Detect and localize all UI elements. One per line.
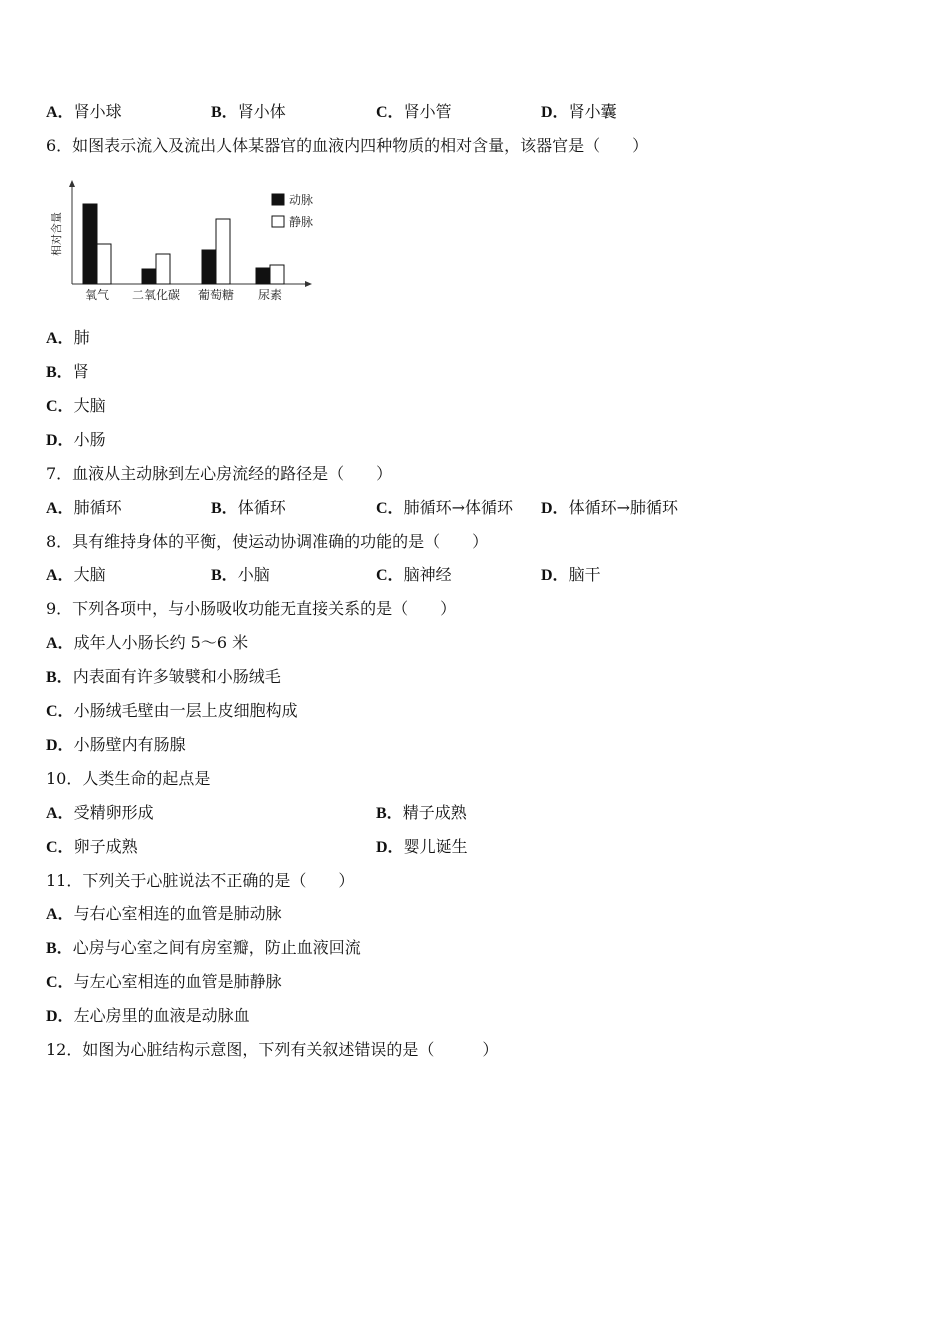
q11-option-c [46,972,282,993]
x-tick-label: 葡萄糖 [197,288,235,302]
option-letter: C． [376,104,404,121]
option-text: 内表面有许多皱襞和小肠绒毛 [72,667,281,686]
q11-option-b [46,938,361,959]
q11-option-a [46,904,282,925]
q7-option-a [46,498,122,519]
option-letter: D． [541,567,569,584]
option-letter: A． [46,906,74,923]
q8-option-b [211,565,270,586]
option-text: 与右心室相连的血管是肺动脉 [73,904,282,923]
option-text: 小肠壁内有肠腺 [73,735,186,754]
legend-label-artery: 动脉 [289,193,314,207]
q5-option-a [46,102,122,123]
bar-vein-1 [156,254,170,284]
chart-legend [272,192,313,229]
bar-artery-2 [202,250,216,284]
option-letter: D． [541,500,569,517]
q9-option-a [46,633,248,654]
option-letter: D． [376,839,404,856]
option-text: 受精卵形成 [73,803,154,822]
option-text: 肾小管 [403,102,452,121]
option-text: 肾小球 [73,102,122,121]
bar-artery-1 [142,269,156,284]
q7-stem: 7．血液从主动脉到左心房流经的路径是（ ） [46,464,393,483]
q10-option-c [46,837,138,858]
option-text: 与左心室相连的血管是肺静脉 [73,972,282,991]
option-text: 肺循环 [73,498,122,517]
option-text: 肺循环→体循环 [403,498,513,517]
q11-option-d [46,1006,250,1027]
option-letter: A． [46,500,74,517]
q6-bar-chart [46,172,336,312]
q6-option-a [46,328,90,349]
chart-x-ticks [85,287,282,302]
q7-option-b [211,498,286,519]
option-letter: C． [376,500,404,517]
legend-label-vein: 静脉 [289,215,314,229]
option-text: 成年人小肠长约 5～6 米 [73,633,249,652]
bar-artery-0 [83,204,97,284]
q9-option-b [46,667,281,688]
option-letter: C． [46,974,74,991]
option-letter: B． [46,364,73,381]
q6-stem: 6．如图表示流入及流出人体某器官的血液内四种物质的相对含量，该器官是（ ） [46,136,649,155]
option-text: 肾 [72,362,89,381]
option-letter: B． [211,567,238,584]
option-text: 脑神经 [403,565,452,584]
legend-swatch-vein [272,216,284,227]
q6-option-c [46,396,106,417]
option-text: 婴儿诞生 [403,837,468,856]
bar-vein-2 [216,219,230,284]
option-letter: B． [211,104,238,121]
chart-bars [83,204,284,284]
q8-option-c [376,565,452,586]
option-letter: B． [376,805,403,822]
bar-vein-3 [270,265,284,284]
option-text: 肾小体 [237,102,286,121]
option-letter: D． [46,737,74,754]
q12-stem: 12．如图为心脏结构示意图，下列有关叙述错误的是（ ） [46,1040,499,1059]
x-tick-label: 尿素 [257,288,283,302]
option-letter: A． [46,330,74,347]
option-text: 体循环 [237,498,286,517]
q9-stem: 9．下列各项中，与小肠吸收功能无直接关系的是（ ） [46,599,457,618]
option-text: 小肠绒毛壁由一层上皮细胞构成 [73,701,298,720]
option-letter: D． [46,1008,74,1025]
x-tick-label: 氧气 [84,288,110,302]
x-tick-label: 二氧化碳 [131,288,181,302]
option-letter: B． [46,669,73,686]
option-text: 精子成熟 [402,803,467,822]
option-text: 脑干 [568,565,601,584]
q6-option-b [46,362,89,383]
option-letter: C． [376,567,404,584]
option-text: 大脑 [73,396,106,415]
option-text: 小脑 [237,565,270,584]
q7-option-d [541,498,678,519]
q9-option-c [46,701,298,722]
bar-vein-0 [97,244,111,284]
option-text: 肾小囊 [568,102,617,121]
option-letter: A． [46,567,74,584]
option-letter: A． [46,104,74,121]
y-axis-label: 相对含量 [50,212,63,256]
option-letter: A． [46,805,74,822]
q8-option-d [541,565,601,586]
option-letter: C． [46,839,74,856]
option-letter: B． [46,940,73,957]
option-letter: A． [46,635,74,652]
option-text: 心房与心室之间有房室瓣，防止血液回流 [72,938,361,957]
option-text: 体循环→肺循环 [568,498,678,517]
q10-stem: 10．人类生命的起点是 [46,769,211,788]
q8-option-a [46,565,106,586]
q5-option-c [376,102,452,123]
q5-option-b [211,102,286,123]
q6-option-d [46,430,106,451]
option-letter: D． [541,104,569,121]
q10-option-b [376,803,467,824]
y-axis-arrow [69,180,75,187]
bar-artery-3 [256,268,270,284]
option-text: 小肠 [73,430,106,449]
q10-option-d [376,837,468,858]
q11-stem: 11．下列关于心脏说法不正确的是（ ） [46,871,355,890]
q8-stem: 8．具有维持身体的平衡，使运动协调准确的功能的是（ ） [46,532,489,551]
q5-option-d [541,102,617,123]
q10-option-a [46,803,154,824]
q7-option-c [376,498,513,519]
option-text: 左心房里的血液是动脉血 [73,1006,250,1025]
legend-swatch-artery [272,194,284,205]
option-text: 肺 [73,328,90,347]
x-axis-arrow [305,281,312,287]
q9-option-d [46,735,186,756]
option-letter: C． [46,703,74,720]
option-text: 卵子成熟 [73,837,138,856]
option-letter: B． [211,500,238,517]
option-letter: D． [46,432,74,449]
option-text: 大脑 [73,565,106,584]
option-letter: C． [46,398,74,415]
